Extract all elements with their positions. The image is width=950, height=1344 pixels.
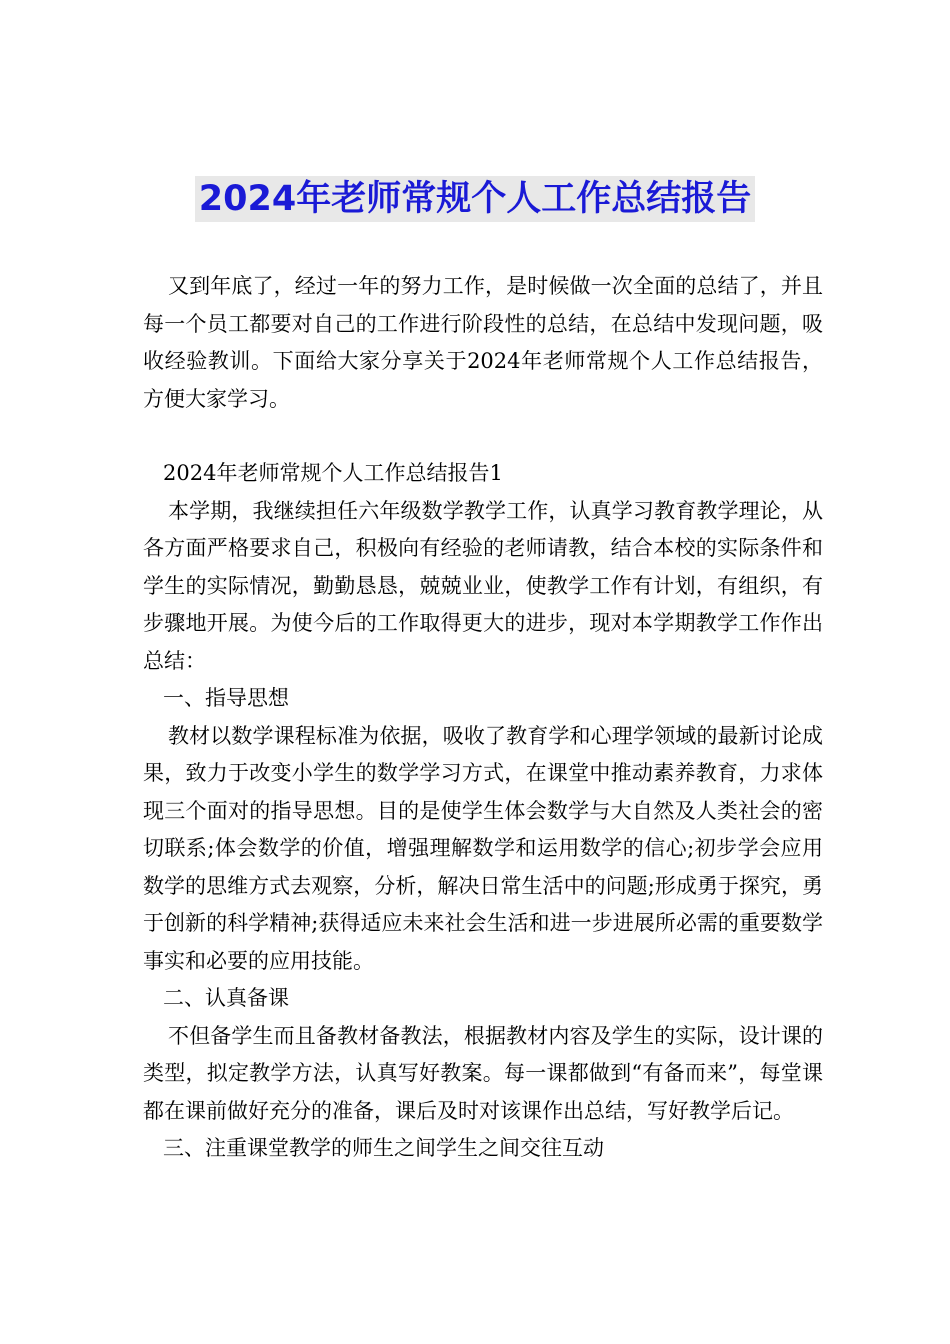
intro-block [143,268,823,418]
title-container [0,176,950,222]
section-1-body: 教材以数学课程标准为依据，吸收了教育学和心理学领域的最新讨论成果，致力于改变小学生的数学学习方式，在课堂中推动素养教育，力求体现三个面对的指导思想。目的是使学生体会数学与大自然及人类社会的密切联系;体会数学的价值，增强理解数学和运用数学的信心;初步学会应用数学的思维方式去观察，分析，解决日常生活中的问题;形成勇于探究，勇于创新的科学精神;获得适应未来社会生活和进一步进展所必需的重要数学事实和必要的应用技能。 [143,723,823,973]
section-2-body: 不但备学生而且备教材备教法，根据教材内容及学生的实际，设计课的类型，拟定教学方法，认真写好教案。每一课都做到“有备而来”，每堂课都在课前做好充分的准备，课后及时对该课作出总结，写好教学后记。 [143,1023,823,1123]
intro-paragraph: 又到年底了，经过一年的努力工作，是时候做一次全面的总结了，并且每一个员工都要对自己的工作进行阶段性的总结，在总结中发现问题，吸收经验教训。下面给大家分享关于2024年老师常规个人工作总结报告，方便大家学习。 [143,274,823,411]
document-title: 2024年老师常规个人工作总结报告 [195,176,755,222]
report-body [143,455,823,1168]
section-2-heading: 二、认真备课 [163,986,289,1010]
opening-paragraph: 本学期，我继续担任六年级数学教学工作，认真学习教育教学理论，从各方面严格要求自己，积极向有经验的老师请教，结合本校的实际条件和学生的实际情况，勤勤恳恳，兢兢业业，使教学工作有计划，有组织，有步骤地开展。为使今后的工作取得更大的进步，现对本学期教学工作作出总结： [143,498,823,673]
report-heading: 2024年老师常规个人工作总结报告1 [163,461,503,485]
section-3-heading: 三、注重课堂教学的师生之间学生之间交往互动 [163,1136,604,1160]
section-1-heading: 一、指导思想 [163,686,289,710]
